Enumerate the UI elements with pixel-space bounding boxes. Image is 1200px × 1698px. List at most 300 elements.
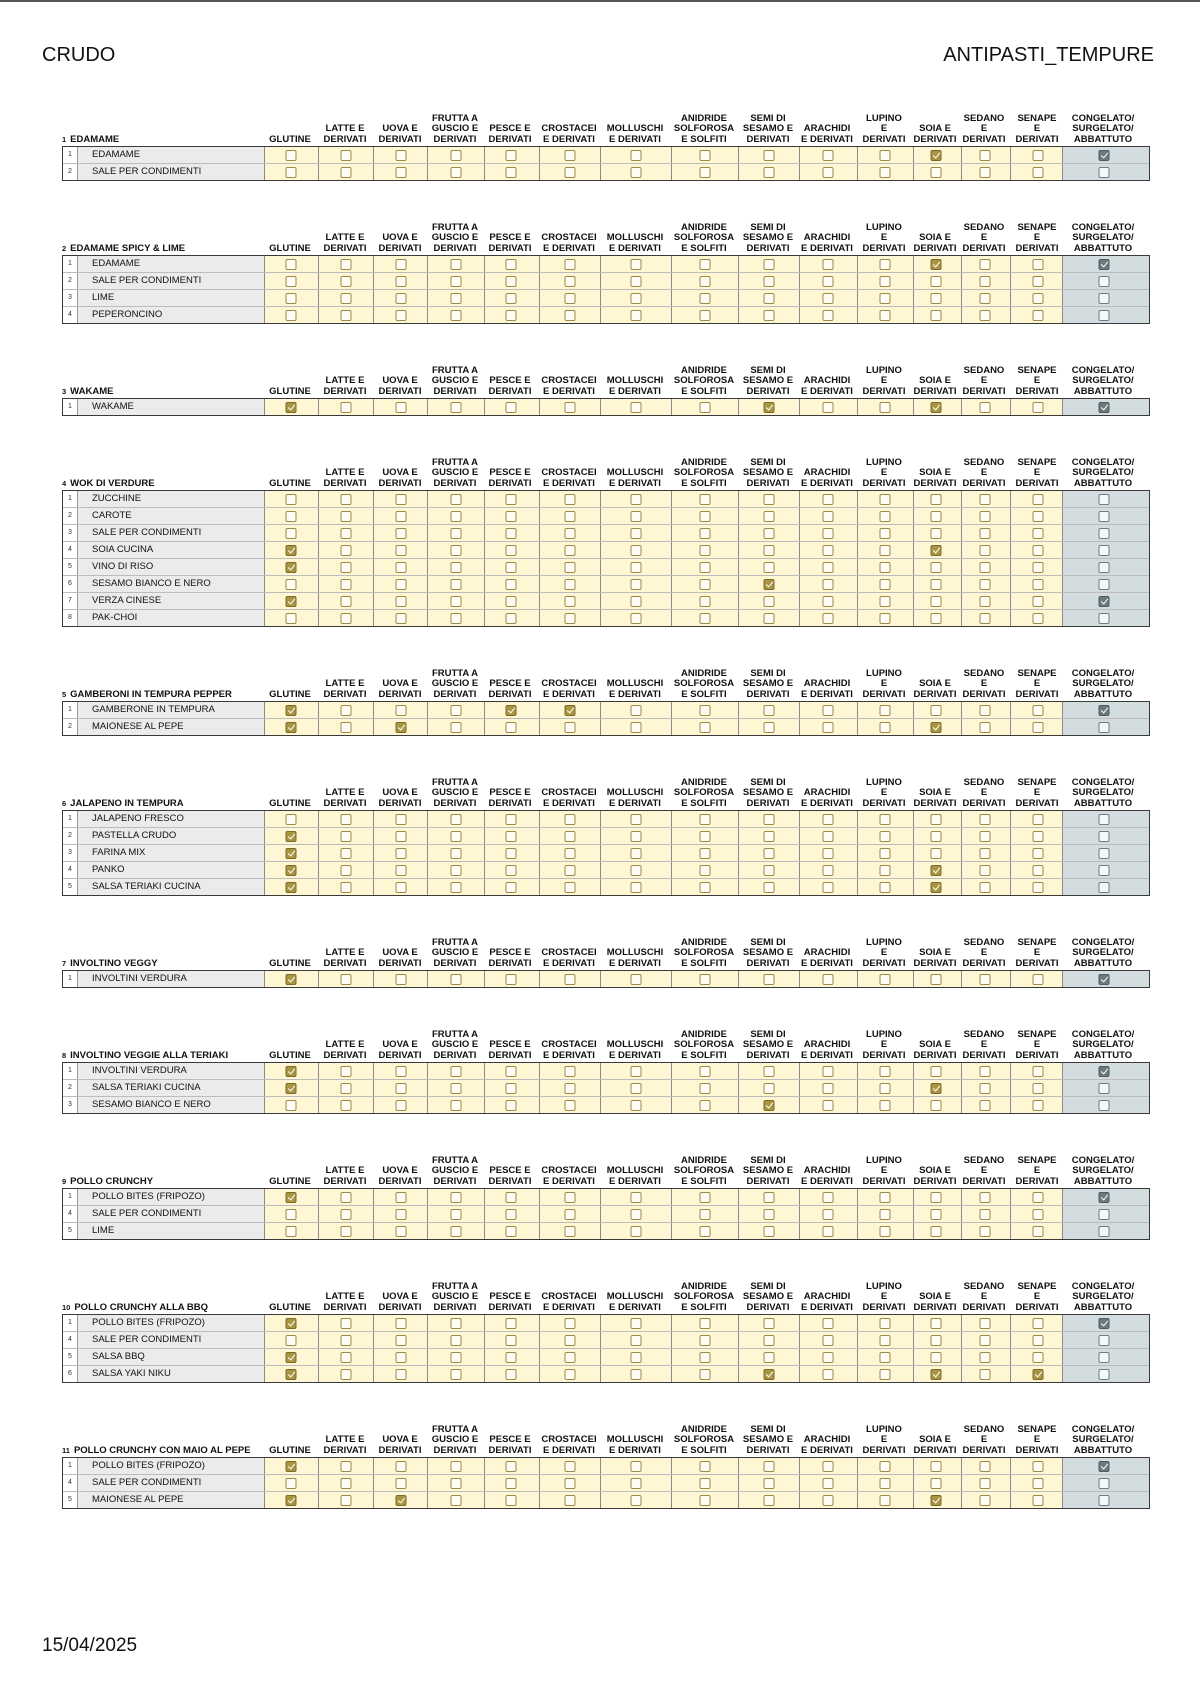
checkbox-unchecked[interactable] <box>396 150 407 161</box>
checkbox-unchecked[interactable] <box>880 831 891 842</box>
checkbox-unchecked[interactable] <box>700 1369 711 1380</box>
checkbox-checked[interactable] <box>286 1369 297 1380</box>
checkbox-unchecked[interactable] <box>396 1226 407 1237</box>
checkbox-unchecked[interactable] <box>764 1083 775 1094</box>
checkbox-unchecked[interactable] <box>506 276 517 287</box>
checkbox-unchecked[interactable] <box>823 167 834 178</box>
checkbox-unchecked[interactable] <box>1033 562 1044 573</box>
checkbox-unchecked[interactable] <box>880 1083 891 1094</box>
checkbox-checked[interactable] <box>931 865 942 876</box>
checkbox-unchecked[interactable] <box>700 831 711 842</box>
checkbox-unchecked[interactable] <box>565 1495 576 1506</box>
checkbox-unchecked[interactable] <box>631 1335 642 1346</box>
checkbox-unchecked[interactable] <box>823 974 834 985</box>
checkbox-unchecked[interactable] <box>700 814 711 825</box>
checkbox-unchecked[interactable] <box>451 276 462 287</box>
checkbox-unchecked[interactable] <box>451 1478 462 1489</box>
checkbox-unchecked[interactable] <box>700 276 711 287</box>
checkbox-unchecked[interactable] <box>565 848 576 859</box>
checkbox-unchecked[interactable] <box>700 1209 711 1220</box>
checkbox-unchecked[interactable] <box>1033 1192 1044 1203</box>
checkbox-unchecked[interactable] <box>700 1083 711 1094</box>
checkbox-unchecked[interactable] <box>451 1335 462 1346</box>
checkbox-unchecked[interactable] <box>341 545 352 556</box>
checkbox-checked[interactable] <box>1099 596 1110 607</box>
checkbox-unchecked[interactable] <box>396 276 407 287</box>
checkbox-unchecked[interactable] <box>506 310 517 321</box>
checkbox-unchecked[interactable] <box>823 511 834 522</box>
checkbox-unchecked[interactable] <box>396 1100 407 1111</box>
checkbox-unchecked[interactable] <box>631 1369 642 1380</box>
checkbox-unchecked[interactable] <box>1099 882 1110 893</box>
checkbox-unchecked[interactable] <box>931 814 942 825</box>
checkbox-checked[interactable] <box>286 865 297 876</box>
checkbox-unchecked[interactable] <box>506 1335 517 1346</box>
checkbox-unchecked[interactable] <box>700 511 711 522</box>
checkbox-unchecked[interactable] <box>764 1478 775 1489</box>
checkbox-checked[interactable] <box>764 1369 775 1380</box>
checkbox-unchecked[interactable] <box>396 613 407 624</box>
checkbox-unchecked[interactable] <box>565 1369 576 1380</box>
checkbox-unchecked[interactable] <box>823 613 834 624</box>
checkbox-unchecked[interactable] <box>286 528 297 539</box>
checkbox-unchecked[interactable] <box>764 865 775 876</box>
checkbox-unchecked[interactable] <box>764 545 775 556</box>
checkbox-unchecked[interactable] <box>1033 848 1044 859</box>
checkbox-unchecked[interactable] <box>880 1461 891 1472</box>
checkbox-unchecked[interactable] <box>396 402 407 413</box>
checkbox-unchecked[interactable] <box>1033 259 1044 270</box>
checkbox-unchecked[interactable] <box>396 167 407 178</box>
checkbox-unchecked[interactable] <box>764 1209 775 1220</box>
checkbox-checked[interactable] <box>1099 974 1110 985</box>
checkbox-unchecked[interactable] <box>451 293 462 304</box>
checkbox-unchecked[interactable] <box>286 276 297 287</box>
checkbox-unchecked[interactable] <box>980 882 991 893</box>
checkbox-unchecked[interactable] <box>341 1226 352 1237</box>
checkbox-checked[interactable] <box>286 596 297 607</box>
checkbox-unchecked[interactable] <box>880 848 891 859</box>
checkbox-unchecked[interactable] <box>631 1209 642 1220</box>
checkbox-unchecked[interactable] <box>880 1226 891 1237</box>
checkbox-unchecked[interactable] <box>764 974 775 985</box>
checkbox-unchecked[interactable] <box>286 1209 297 1220</box>
checkbox-unchecked[interactable] <box>565 1209 576 1220</box>
checkbox-checked[interactable] <box>1099 402 1110 413</box>
checkbox-unchecked[interactable] <box>341 511 352 522</box>
checkbox-unchecked[interactable] <box>286 259 297 270</box>
checkbox-unchecked[interactable] <box>631 259 642 270</box>
checkbox-unchecked[interactable] <box>1033 511 1044 522</box>
checkbox-unchecked[interactable] <box>764 1318 775 1329</box>
checkbox-unchecked[interactable] <box>396 848 407 859</box>
checkbox-checked[interactable] <box>286 974 297 985</box>
checkbox-unchecked[interactable] <box>286 1478 297 1489</box>
checkbox-unchecked[interactable] <box>823 1495 834 1506</box>
checkbox-unchecked[interactable] <box>1033 1318 1044 1329</box>
checkbox-unchecked[interactable] <box>451 528 462 539</box>
checkbox-unchecked[interactable] <box>980 276 991 287</box>
checkbox-unchecked[interactable] <box>341 1495 352 1506</box>
checkbox-unchecked[interactable] <box>823 1226 834 1237</box>
checkbox-unchecked[interactable] <box>880 293 891 304</box>
checkbox-unchecked[interactable] <box>980 1461 991 1472</box>
checkbox-unchecked[interactable] <box>1033 1335 1044 1346</box>
checkbox-unchecked[interactable] <box>341 705 352 716</box>
checkbox-unchecked[interactable] <box>451 494 462 505</box>
checkbox-unchecked[interactable] <box>451 1192 462 1203</box>
checkbox-unchecked[interactable] <box>631 974 642 985</box>
checkbox-unchecked[interactable] <box>341 293 352 304</box>
checkbox-unchecked[interactable] <box>1033 974 1044 985</box>
checkbox-unchecked[interactable] <box>880 722 891 733</box>
checkbox-unchecked[interactable] <box>506 1369 517 1380</box>
checkbox-unchecked[interactable] <box>1099 511 1110 522</box>
checkbox-unchecked[interactable] <box>823 1209 834 1220</box>
checkbox-unchecked[interactable] <box>631 1352 642 1363</box>
checkbox-unchecked[interactable] <box>396 528 407 539</box>
checkbox-unchecked[interactable] <box>980 150 991 161</box>
checkbox-unchecked[interactable] <box>980 494 991 505</box>
checkbox-unchecked[interactable] <box>451 596 462 607</box>
checkbox-unchecked[interactable] <box>980 1352 991 1363</box>
checkbox-unchecked[interactable] <box>565 722 576 733</box>
checkbox-unchecked[interactable] <box>764 882 775 893</box>
checkbox-unchecked[interactable] <box>565 1226 576 1237</box>
checkbox-unchecked[interactable] <box>506 865 517 876</box>
checkbox-unchecked[interactable] <box>700 402 711 413</box>
checkbox-checked[interactable] <box>286 402 297 413</box>
checkbox-unchecked[interactable] <box>764 848 775 859</box>
checkbox-checked[interactable] <box>286 1461 297 1472</box>
checkbox-unchecked[interactable] <box>1099 865 1110 876</box>
checkbox-unchecked[interactable] <box>341 974 352 985</box>
checkbox-unchecked[interactable] <box>396 1335 407 1346</box>
checkbox-unchecked[interactable] <box>1099 293 1110 304</box>
checkbox-unchecked[interactable] <box>451 150 462 161</box>
checkbox-unchecked[interactable] <box>565 865 576 876</box>
checkbox-unchecked[interactable] <box>823 705 834 716</box>
checkbox-unchecked[interactable] <box>764 1192 775 1203</box>
checkbox-unchecked[interactable] <box>880 613 891 624</box>
checkbox-unchecked[interactable] <box>396 1318 407 1329</box>
checkbox-unchecked[interactable] <box>980 545 991 556</box>
checkbox-unchecked[interactable] <box>1099 1335 1110 1346</box>
checkbox-unchecked[interactable] <box>931 831 942 842</box>
checkbox-unchecked[interactable] <box>700 596 711 607</box>
checkbox-unchecked[interactable] <box>631 848 642 859</box>
checkbox-unchecked[interactable] <box>823 1318 834 1329</box>
checkbox-unchecked[interactable] <box>451 613 462 624</box>
checkbox-unchecked[interactable] <box>506 1461 517 1472</box>
checkbox-unchecked[interactable] <box>700 293 711 304</box>
checkbox-unchecked[interactable] <box>880 1369 891 1380</box>
checkbox-unchecked[interactable] <box>880 1100 891 1111</box>
checkbox-unchecked[interactable] <box>506 1083 517 1094</box>
checkbox-unchecked[interactable] <box>451 1226 462 1237</box>
checkbox-checked[interactable] <box>396 1495 407 1506</box>
checkbox-unchecked[interactable] <box>1033 167 1044 178</box>
checkbox-checked[interactable] <box>931 1083 942 1094</box>
checkbox-unchecked[interactable] <box>1033 293 1044 304</box>
checkbox-unchecked[interactable] <box>823 293 834 304</box>
checkbox-unchecked[interactable] <box>565 494 576 505</box>
checkbox-unchecked[interactable] <box>764 259 775 270</box>
checkbox-unchecked[interactable] <box>565 402 576 413</box>
checkbox-unchecked[interactable] <box>880 865 891 876</box>
checkbox-unchecked[interactable] <box>565 1083 576 1094</box>
checkbox-unchecked[interactable] <box>631 579 642 590</box>
checkbox-unchecked[interactable] <box>764 1226 775 1237</box>
checkbox-unchecked[interactable] <box>700 865 711 876</box>
checkbox-unchecked[interactable] <box>823 1100 834 1111</box>
checkbox-unchecked[interactable] <box>286 167 297 178</box>
checkbox-unchecked[interactable] <box>1033 150 1044 161</box>
checkbox-unchecked[interactable] <box>880 167 891 178</box>
checkbox-unchecked[interactable] <box>341 402 352 413</box>
checkbox-checked[interactable] <box>1099 150 1110 161</box>
checkbox-unchecked[interactable] <box>1099 831 1110 842</box>
checkbox-unchecked[interactable] <box>880 1478 891 1489</box>
checkbox-unchecked[interactable] <box>931 276 942 287</box>
checkbox-unchecked[interactable] <box>451 167 462 178</box>
checkbox-unchecked[interactable] <box>631 1192 642 1203</box>
checkbox-checked[interactable] <box>764 579 775 590</box>
checkbox-unchecked[interactable] <box>700 562 711 573</box>
checkbox-unchecked[interactable] <box>451 865 462 876</box>
checkbox-unchecked[interactable] <box>565 882 576 893</box>
checkbox-unchecked[interactable] <box>631 1226 642 1237</box>
checkbox-unchecked[interactable] <box>700 150 711 161</box>
checkbox-unchecked[interactable] <box>700 167 711 178</box>
checkbox-unchecked[interactable] <box>506 545 517 556</box>
checkbox-unchecked[interactable] <box>396 545 407 556</box>
checkbox-unchecked[interactable] <box>980 402 991 413</box>
checkbox-unchecked[interactable] <box>931 974 942 985</box>
checkbox-unchecked[interactable] <box>341 1083 352 1094</box>
checkbox-unchecked[interactable] <box>451 1461 462 1472</box>
checkbox-unchecked[interactable] <box>565 831 576 842</box>
checkbox-unchecked[interactable] <box>980 1066 991 1077</box>
checkbox-unchecked[interactable] <box>341 150 352 161</box>
checkbox-checked[interactable] <box>286 1083 297 1094</box>
checkbox-unchecked[interactable] <box>931 528 942 539</box>
checkbox-checked[interactable] <box>286 545 297 556</box>
checkbox-unchecked[interactable] <box>823 276 834 287</box>
checkbox-unchecked[interactable] <box>451 310 462 321</box>
checkbox-unchecked[interactable] <box>1033 1495 1044 1506</box>
checkbox-unchecked[interactable] <box>506 831 517 842</box>
checkbox-unchecked[interactable] <box>506 974 517 985</box>
checkbox-checked[interactable] <box>396 722 407 733</box>
checkbox-unchecked[interactable] <box>823 596 834 607</box>
checkbox-unchecked[interactable] <box>823 848 834 859</box>
checkbox-checked[interactable] <box>1099 1066 1110 1077</box>
checkbox-unchecked[interactable] <box>506 1226 517 1237</box>
checkbox-unchecked[interactable] <box>286 494 297 505</box>
checkbox-unchecked[interactable] <box>823 545 834 556</box>
checkbox-unchecked[interactable] <box>451 1083 462 1094</box>
checkbox-unchecked[interactable] <box>700 1318 711 1329</box>
checkbox-unchecked[interactable] <box>506 402 517 413</box>
checkbox-unchecked[interactable] <box>506 882 517 893</box>
checkbox-unchecked[interactable] <box>1099 310 1110 321</box>
checkbox-unchecked[interactable] <box>700 1352 711 1363</box>
checkbox-unchecked[interactable] <box>980 1318 991 1329</box>
checkbox-unchecked[interactable] <box>1033 494 1044 505</box>
checkbox-unchecked[interactable] <box>980 310 991 321</box>
checkbox-unchecked[interactable] <box>880 259 891 270</box>
checkbox-unchecked[interactable] <box>764 705 775 716</box>
checkbox-unchecked[interactable] <box>286 1100 297 1111</box>
checkbox-unchecked[interactable] <box>396 882 407 893</box>
checkbox-unchecked[interactable] <box>823 722 834 733</box>
checkbox-unchecked[interactable] <box>880 310 891 321</box>
checkbox-unchecked[interactable] <box>980 1369 991 1380</box>
checkbox-unchecked[interactable] <box>700 1495 711 1506</box>
checkbox-unchecked[interactable] <box>396 1192 407 1203</box>
checkbox-checked[interactable] <box>506 705 517 716</box>
checkbox-unchecked[interactable] <box>451 1352 462 1363</box>
checkbox-checked[interactable] <box>1099 705 1110 716</box>
checkbox-unchecked[interactable] <box>880 1335 891 1346</box>
checkbox-unchecked[interactable] <box>396 705 407 716</box>
checkbox-checked[interactable] <box>931 402 942 413</box>
checkbox-unchecked[interactable] <box>565 596 576 607</box>
checkbox-unchecked[interactable] <box>506 150 517 161</box>
checkbox-unchecked[interactable] <box>341 259 352 270</box>
checkbox-unchecked[interactable] <box>1099 1209 1110 1220</box>
checkbox-unchecked[interactable] <box>880 1209 891 1220</box>
checkbox-unchecked[interactable] <box>341 865 352 876</box>
checkbox-unchecked[interactable] <box>286 613 297 624</box>
checkbox-unchecked[interactable] <box>931 1352 942 1363</box>
checkbox-unchecked[interactable] <box>931 613 942 624</box>
checkbox-unchecked[interactable] <box>700 1226 711 1237</box>
checkbox-unchecked[interactable] <box>1099 276 1110 287</box>
checkbox-unchecked[interactable] <box>700 722 711 733</box>
checkbox-unchecked[interactable] <box>764 596 775 607</box>
checkbox-unchecked[interactable] <box>1033 1209 1044 1220</box>
checkbox-unchecked[interactable] <box>631 310 642 321</box>
checkbox-unchecked[interactable] <box>931 596 942 607</box>
checkbox-unchecked[interactable] <box>451 722 462 733</box>
checkbox-unchecked[interactable] <box>341 596 352 607</box>
checkbox-unchecked[interactable] <box>1099 545 1110 556</box>
checkbox-unchecked[interactable] <box>1033 1066 1044 1077</box>
checkbox-unchecked[interactable] <box>631 1083 642 1094</box>
checkbox-unchecked[interactable] <box>880 150 891 161</box>
checkbox-unchecked[interactable] <box>1033 402 1044 413</box>
checkbox-unchecked[interactable] <box>980 722 991 733</box>
checkbox-checked[interactable] <box>1099 1192 1110 1203</box>
checkbox-unchecked[interactable] <box>700 1461 711 1472</box>
checkbox-unchecked[interactable] <box>931 494 942 505</box>
checkbox-unchecked[interactable] <box>631 1066 642 1077</box>
checkbox-unchecked[interactable] <box>700 848 711 859</box>
checkbox-unchecked[interactable] <box>980 1226 991 1237</box>
checkbox-unchecked[interactable] <box>880 1352 891 1363</box>
checkbox-unchecked[interactable] <box>931 562 942 573</box>
checkbox-unchecked[interactable] <box>341 882 352 893</box>
checkbox-unchecked[interactable] <box>506 1192 517 1203</box>
checkbox-unchecked[interactable] <box>931 1478 942 1489</box>
checkbox-unchecked[interactable] <box>980 814 991 825</box>
checkbox-unchecked[interactable] <box>1033 1100 1044 1111</box>
checkbox-unchecked[interactable] <box>1099 1369 1110 1380</box>
checkbox-unchecked[interactable] <box>700 310 711 321</box>
checkbox-unchecked[interactable] <box>565 167 576 178</box>
checkbox-checked[interactable] <box>931 1495 942 1506</box>
checkbox-unchecked[interactable] <box>1033 831 1044 842</box>
checkbox-unchecked[interactable] <box>823 528 834 539</box>
checkbox-unchecked[interactable] <box>1099 1352 1110 1363</box>
checkbox-unchecked[interactable] <box>1099 1478 1110 1489</box>
checkbox-unchecked[interactable] <box>565 150 576 161</box>
checkbox-checked[interactable] <box>286 562 297 573</box>
checkbox-unchecked[interactable] <box>631 882 642 893</box>
checkbox-unchecked[interactable] <box>1099 579 1110 590</box>
checkbox-unchecked[interactable] <box>451 1495 462 1506</box>
checkbox-unchecked[interactable] <box>396 511 407 522</box>
checkbox-unchecked[interactable] <box>700 259 711 270</box>
checkbox-unchecked[interactable] <box>823 1478 834 1489</box>
checkbox-unchecked[interactable] <box>980 596 991 607</box>
checkbox-unchecked[interactable] <box>823 494 834 505</box>
checkbox-unchecked[interactable] <box>1033 1083 1044 1094</box>
checkbox-unchecked[interactable] <box>823 1352 834 1363</box>
checkbox-unchecked[interactable] <box>506 579 517 590</box>
checkbox-unchecked[interactable] <box>880 562 891 573</box>
checkbox-unchecked[interactable] <box>341 528 352 539</box>
checkbox-unchecked[interactable] <box>631 276 642 287</box>
checkbox-unchecked[interactable] <box>1033 613 1044 624</box>
checkbox-unchecked[interactable] <box>700 1192 711 1203</box>
checkbox-checked[interactable] <box>286 882 297 893</box>
checkbox-unchecked[interactable] <box>451 579 462 590</box>
checkbox-unchecked[interactable] <box>931 1066 942 1077</box>
checkbox-unchecked[interactable] <box>1033 1478 1044 1489</box>
checkbox-unchecked[interactable] <box>980 1478 991 1489</box>
checkbox-unchecked[interactable] <box>1099 1100 1110 1111</box>
checkbox-unchecked[interactable] <box>880 1066 891 1077</box>
checkbox-unchecked[interactable] <box>1033 528 1044 539</box>
checkbox-unchecked[interactable] <box>631 1318 642 1329</box>
checkbox-unchecked[interactable] <box>341 1335 352 1346</box>
checkbox-unchecked[interactable] <box>451 562 462 573</box>
checkbox-checked[interactable] <box>931 1369 942 1380</box>
checkbox-unchecked[interactable] <box>451 1318 462 1329</box>
checkbox-unchecked[interactable] <box>565 1478 576 1489</box>
checkbox-unchecked[interactable] <box>506 1066 517 1077</box>
checkbox-unchecked[interactable] <box>823 310 834 321</box>
checkbox-unchecked[interactable] <box>631 1478 642 1489</box>
checkbox-unchecked[interactable] <box>980 974 991 985</box>
checkbox-unchecked[interactable] <box>341 1352 352 1363</box>
checkbox-unchecked[interactable] <box>631 167 642 178</box>
checkbox-unchecked[interactable] <box>823 150 834 161</box>
checkbox-unchecked[interactable] <box>880 528 891 539</box>
checkbox-unchecked[interactable] <box>396 1209 407 1220</box>
checkbox-unchecked[interactable] <box>1033 705 1044 716</box>
checkbox-unchecked[interactable] <box>931 167 942 178</box>
checkbox-unchecked[interactable] <box>396 1369 407 1380</box>
checkbox-unchecked[interactable] <box>980 562 991 573</box>
checkbox-unchecked[interactable] <box>565 1192 576 1203</box>
checkbox-unchecked[interactable] <box>700 1066 711 1077</box>
checkbox-unchecked[interactable] <box>506 511 517 522</box>
checkbox-unchecked[interactable] <box>931 1226 942 1237</box>
